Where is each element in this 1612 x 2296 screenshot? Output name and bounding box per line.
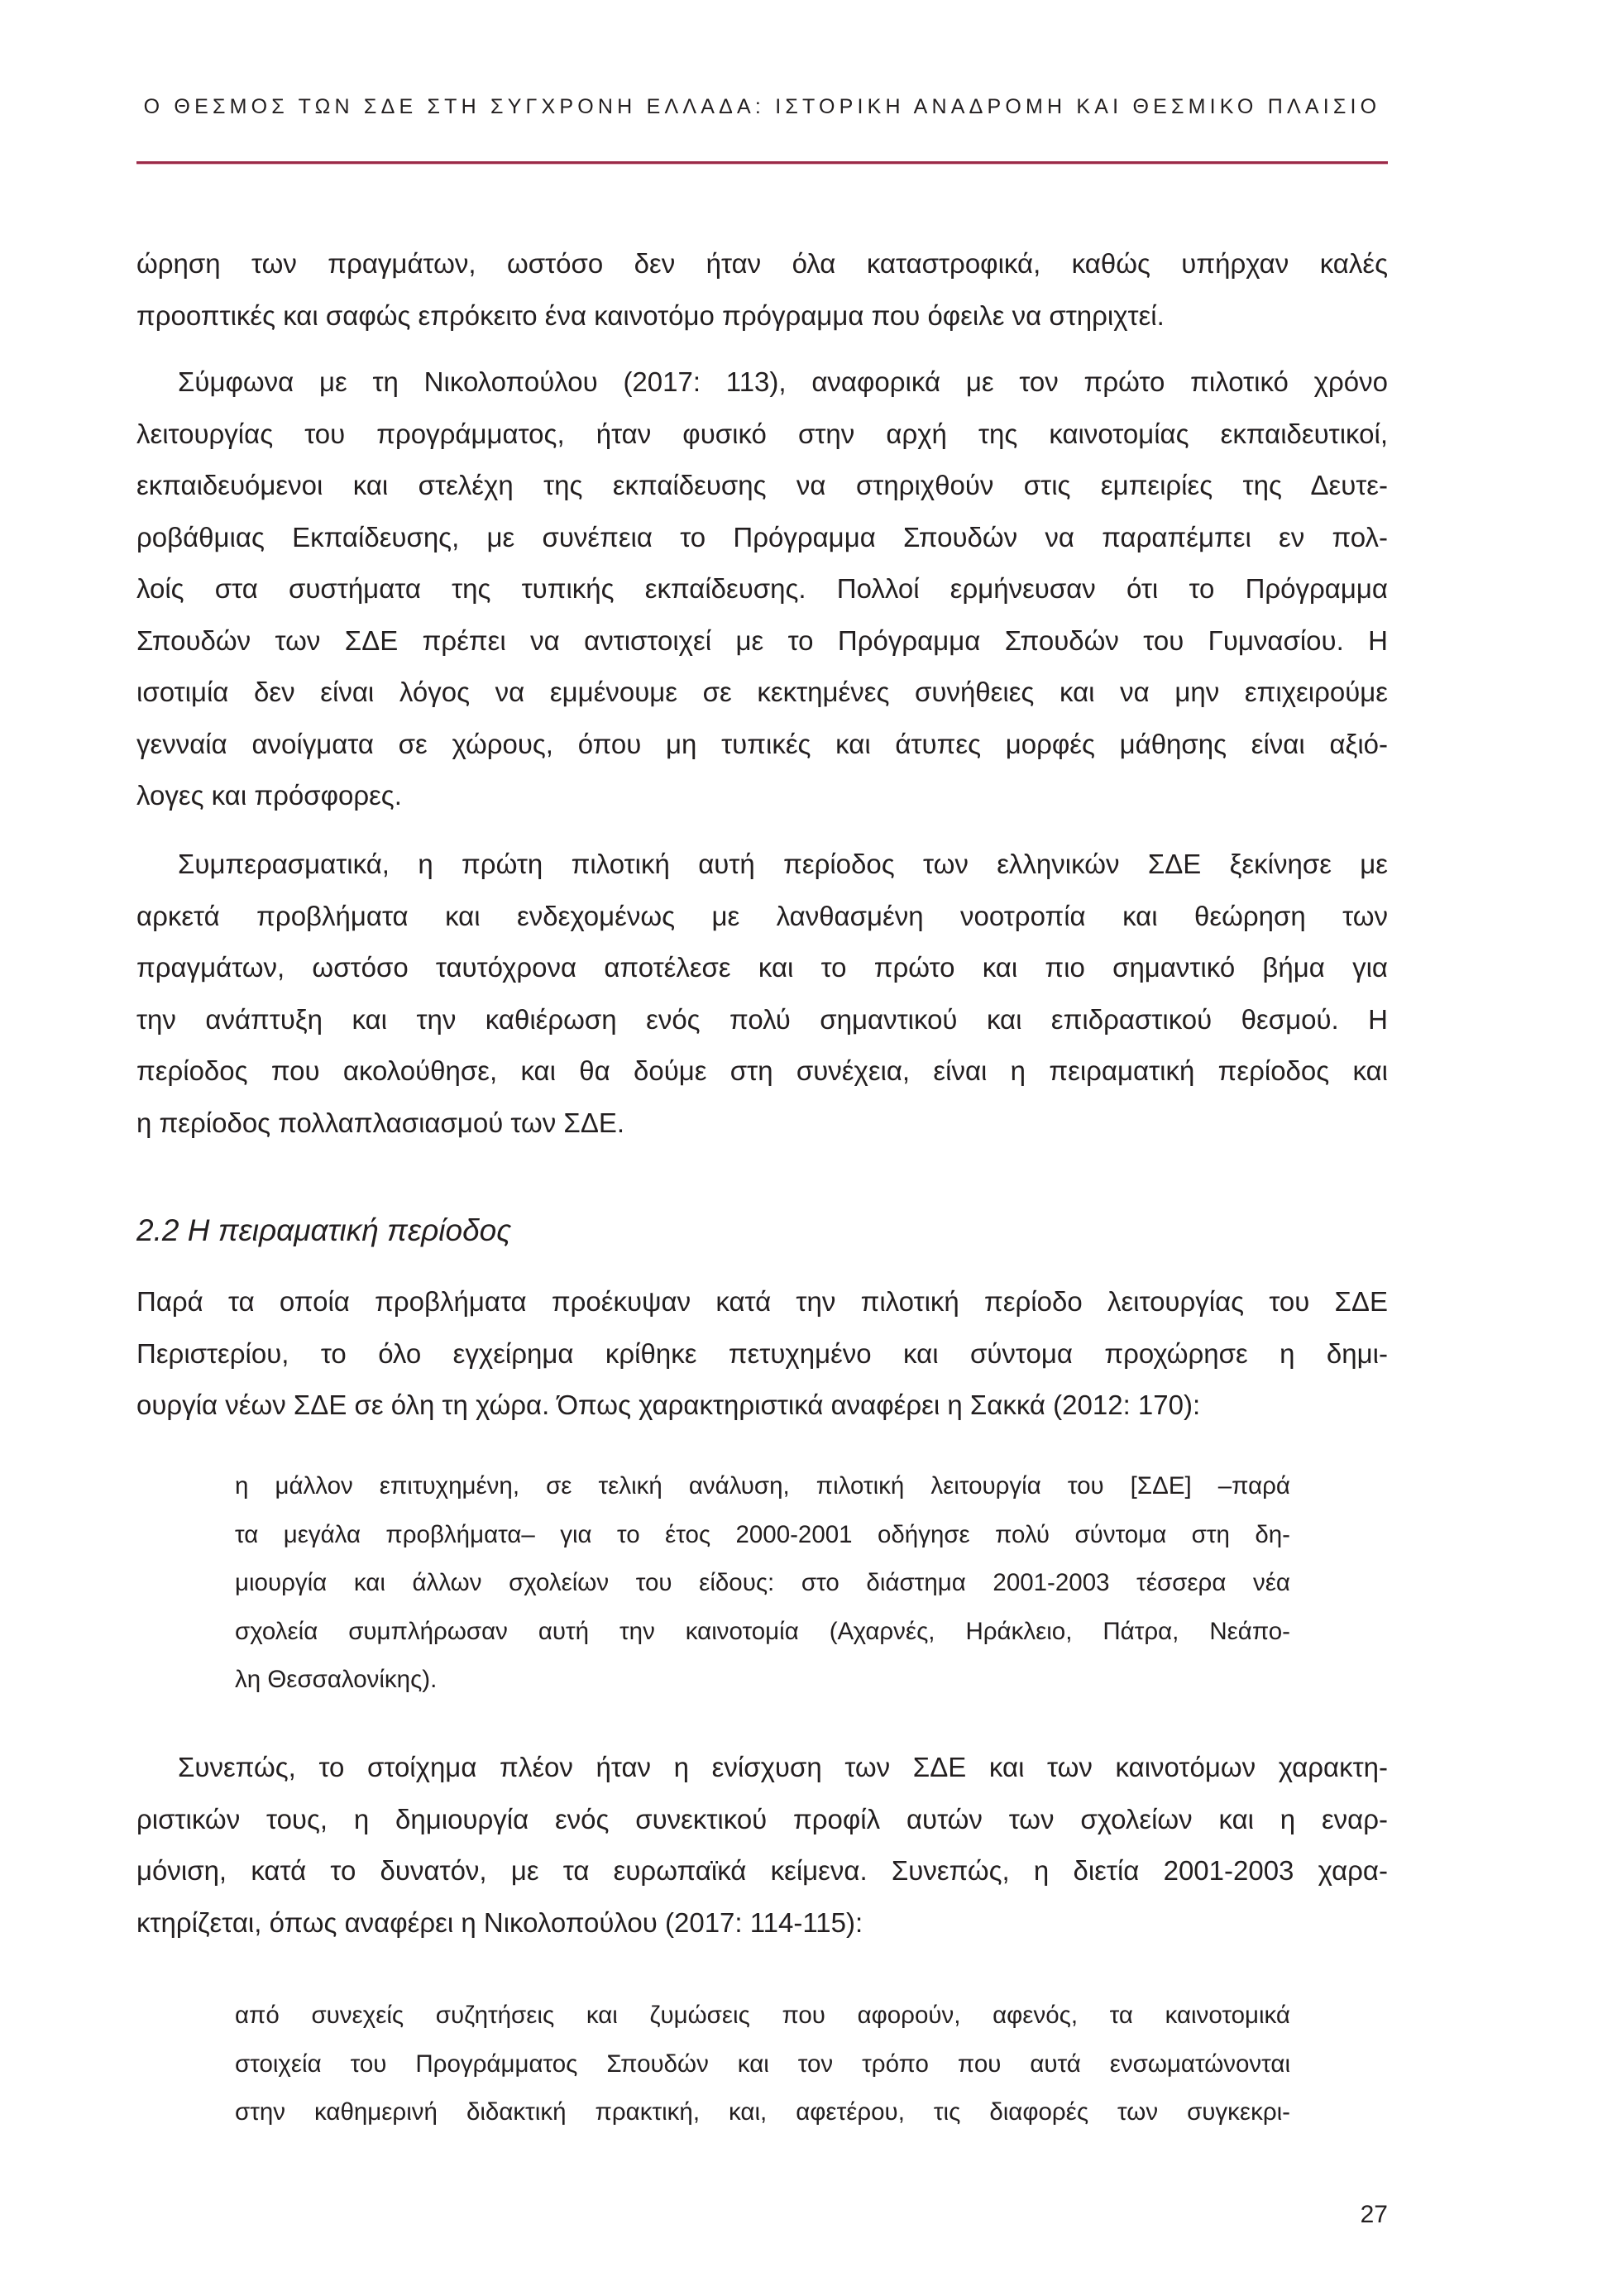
paragraph-4 [136, 1742, 1388, 1949]
text-line: ουργία νέων ΣΔΕ σε όλη τη χώρα. Όπως χαρακτηριστικά αναφέρει η Σακκά (2012: 170): [136, 1390, 1201, 1420]
text-line: Συμπερασματικά, η πρώτη πιλοτική αυτή περίοδος των ελληνικών ΣΔΕ ξεκίνησε με [178, 849, 1388, 879]
text-line: εκπαιδευόμενοι και στελέχη της εκπαίδευσης να στηριχθούν στις εμπειρίες της Δευτε- [136, 470, 1388, 500]
text-line: λη Θεσσαλονίκης). [235, 1666, 438, 1693]
text-line: τα μεγάλα προβλήματα– για το έτος 2000-2001 οδήγησε πολύ σύντομα στη δη- [235, 1520, 1290, 1548]
text-line: Περιστερίου, το όλο εγχείρημα κρίθηκε πετυχημένο και σύντομα προχώρησε η δημι- [136, 1337, 1388, 1369]
text-line: αρκετά προβλήματα και ενδεχομένως με λανθασμένη νοοτροπία και θεώρηση των [136, 900, 1388, 931]
text-line: λογες και πρόσφορες. [136, 780, 402, 811]
text-line: γενναία ανοίγματα σε χώρους, όπου μη τυπικές και άτυπες μορφές μάθησης είναι αξιό- [136, 728, 1388, 759]
text-line: ώρηση των πραγμάτων, ωστόσο δεν ήταν όλα καταστροφικά, καθώς υπήρχαν καλές [136, 248, 1388, 279]
text-line: λειτουργίας του προγράμματος, ήταν φυσικό στην αρχή της καινοτομίας εκπαιδευτικοί, [136, 418, 1388, 449]
section-heading: 2.2 Η πειραματική περίοδος [136, 1213, 512, 1247]
text-line: πραγμάτων, ωστόσο ταυτόχρονα αποτέλεσε και το πρώτο και πιο σημαντικό βήμα για [136, 952, 1388, 983]
text-line: λοίς στα συστήματα της τυπικής εκπαίδευσης. Πολλοί ερμήνευσαν ότι το Πρόγραμμα [136, 573, 1388, 604]
text-line: ριστικών τους, η δημιουργία ενός συνεκτικού προφίλ αυτών των σχολείων και η εναρ- [136, 1803, 1388, 1834]
text-line: σχολεία συμπλήρωσαν αυτή την καινοτομία (Αχαρνές, Ηράκλειο, Πάτρα, Νεάπο- [235, 1617, 1290, 1645]
text-line: από συνεχείς συζητήσεις και ζυμώσεις που αφορούν, αφενός, τα καινοτομικά [235, 2002, 1290, 2029]
text-line: στοιχεία του Προγράμματος Σπουδών και τον τρόπο που αυτά ενσωματώνονται [235, 2050, 1290, 2078]
running-header: Ο ΘΕΣΜΟΣ ΤΩΝ ΣΔΕ ΣΤΗ ΣΥΓΧΡΟΝΗ ΕΛΛΑΔΑ: ΙΣΤΟΡΙΚΗ ΑΝΑΔΡΟΜΗ ΚΑΙ ΘΕΣΜΙΚΟ ΠΛΑΙΣΙΟ [143, 95, 1381, 118]
text-line: μόνιση, κατά το δυνατόν, με τα ευρωπαϊκά κείμενα. Συνεπώς, η διετία 2001-2003 χαρα- [136, 1855, 1388, 1886]
text-line: κτηρίζεται, όπως αναφέρει η Νικολοπούλου (2017: 114-115): [136, 1906, 863, 1938]
text-line: ροβάθμιας Εκπαίδευσης, με συνέπεια το Πρόγραμμα Σπουδών να παραπέμπει εν πολ- [136, 521, 1388, 552]
page-number: 27 [1360, 2201, 1388, 2228]
paragraph-0 [136, 238, 1388, 342]
text-line: Συνεπώς, το στοίχημα πλέον ήταν η ενίσχυση των ΣΔΕ και των καινοτόμων χαρακτη- [178, 1752, 1388, 1782]
text-line: Σύμφωνα με τη Νικολοπούλου (2017: 113), αναφορικά με τον πρώτο πιλοτικό χρόνο [178, 366, 1388, 397]
text-line: η περίοδος πολλαπλασιασμού των ΣΔΕ. [136, 1107, 625, 1138]
text-line: στην καθημερινή διδακτική πρακτική, και, αφετέρου, τις διαφορές των συγκεκρι- [235, 2098, 1290, 2126]
text-line: Σπουδών των ΣΔΕ πρέπει να αντιστοιχεί με το Πρόγραμμα Σπουδών του Γυμνασίου. Η [136, 624, 1388, 656]
text-line: περίοδος που ακολούθησε, και θα δούμε στη συνέχεια, είναι η πειραματική περίοδος και [136, 1055, 1388, 1086]
text-line: ισοτιμία δεν είναι λόγος να εμμένουμε σε κεκτημένες συνήθειες και να μην επιχειρούμε [136, 677, 1388, 707]
paragraph-1 [136, 356, 1388, 822]
header-rule [136, 161, 1388, 165]
block-quote-1 [235, 1462, 1290, 1705]
text-line: η μάλλον επιτυχημένη, σε τελική ανάλυση, πιλοτική λειτουργία του [ΣΔΕ] –παρά [235, 1472, 1290, 1500]
paragraph-3 [136, 1276, 1388, 1432]
text-line: μιουργία και άλλων σχολείων του είδους: στο διάστημα 2001-2003 τέσσερα νέα [235, 1569, 1290, 1596]
text-line: Παρά τα οποία προβλήματα προέκυψαν κατά την πιλοτική περίοδο λειτουργίας του ΣΔΕ [136, 1286, 1388, 1317]
block-quote-2 [235, 1992, 1290, 2137]
text-line: την ανάπτυξη και την καθιέρωση ενός πολύ σημαντικού και επιδραστικού θεσμού. Η [136, 1003, 1388, 1035]
paragraph-2 [136, 839, 1388, 1149]
text-line: προοπτικές και σαφώς επρόκειτο ένα καινοτόμο πρόγραμμα που όφειλε να στηριχτεί. [136, 299, 1165, 331]
